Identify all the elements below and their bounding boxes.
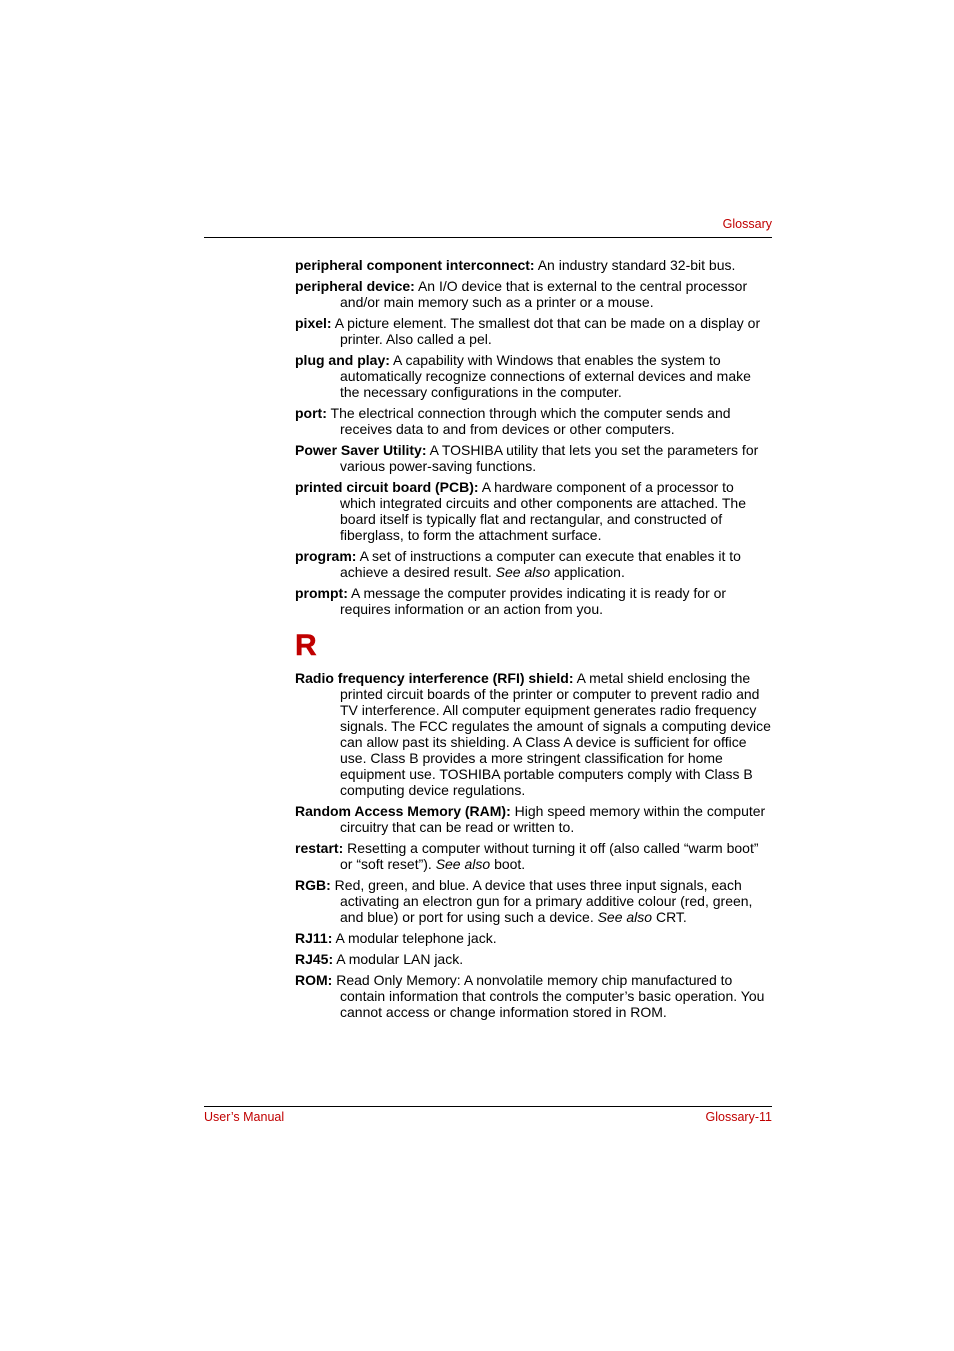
glossary-term: RJ11:	[295, 930, 333, 946]
glossary-term: Power Saver Utility:	[295, 442, 427, 458]
glossary-definition: A TOSHIBA utility that lets you set the parameters for various power-saving functions.	[340, 442, 759, 474]
glossary-definition: A hardware component of a processor to which integrated circuits and other components are attached. The board itself is typically flat and rectangular, and constructed of fiberglass, to form the attachment surface.	[340, 479, 746, 543]
glossary-definition: An industry standard 32-bit bus.	[537, 257, 736, 273]
glossary-term: printed circuit board (PCB):	[295, 479, 479, 495]
glossary-definition: High speed memory within the computer circuitry that can be read or written to.	[340, 803, 766, 835]
glossary-definition: A modular telephone jack.	[335, 930, 497, 946]
glossary-entry	[295, 877, 773, 925]
glossary-term: RGB:	[295, 877, 331, 893]
glossary-definition: Resetting a computer without turning it off (also called “warm boot” or “soft reset”).	[340, 840, 759, 872]
glossary-term: pixel:	[295, 315, 332, 331]
glossary-definition: A set of instructions a computer can execute that enables it to achieve a desired result.	[340, 548, 741, 580]
glossary-term: RJ45:	[295, 951, 334, 967]
glossary-entry	[295, 257, 773, 273]
glossary-term: peripheral device:	[295, 278, 415, 294]
glossary-term: plug and play:	[295, 352, 390, 368]
glossary-entry	[295, 315, 773, 347]
glossary-content	[295, 257, 773, 1025]
glossary-definition: Read Only Memory: A nonvolatile memory chip manufactured to contain information that controls the computer’s basic operation. You cannot access or change information stored in ROM.	[336, 972, 765, 1020]
see-also-reference: boot.	[494, 856, 526, 872]
running-header-section: Glossary	[722, 217, 772, 231]
glossary-entry	[295, 278, 773, 310]
glossary-definition: The electrical connection through which the computer sends and receives data to and from devices or other computers.	[330, 405, 731, 437]
glossary-entry	[295, 442, 773, 474]
glossary-entry	[295, 972, 773, 1020]
see-also-label: See also	[495, 564, 551, 580]
glossary-entry	[295, 405, 773, 437]
header-rule	[204, 237, 772, 238]
glossary-entry	[295, 803, 773, 835]
glossary-entry	[295, 479, 773, 543]
glossary-entry	[295, 840, 773, 872]
glossary-term: peripheral component interconnect:	[295, 257, 535, 273]
glossary-definition: A metal shield enclosing the printed circuit boards of the printer or computer to prevent radio and TV interference. All computer equipment generates radio frequency signals. The FCC regulates the amount of signals a computing device can allow past its shielding. A Class A device is sufficient for office use. Class B provides a more stringent classification for home equipment use. TOSHIBA portable computers comply with Class B computing device regulations.	[340, 670, 771, 798]
glossary-definition: A capability with Windows that enables the system to automatically recognize connections of external devices and make the necessary configurations in the computer.	[340, 352, 751, 400]
see-also-reference: application.	[554, 564, 625, 580]
glossary-term: ROM:	[295, 972, 333, 988]
glossary-term: restart:	[295, 840, 344, 856]
glossary-term: prompt:	[295, 585, 348, 601]
glossary-term: Random Access Memory (RAM):	[295, 803, 511, 819]
glossary-entry	[295, 585, 773, 617]
glossary-entry	[295, 548, 773, 580]
footer-rule	[204, 1106, 772, 1107]
see-also-label: See also	[435, 856, 491, 872]
see-also-reference: CRT.	[655, 909, 687, 925]
glossary-entry	[295, 951, 773, 967]
glossary-entry	[295, 930, 773, 946]
glossary-entry	[295, 670, 773, 798]
glossary-definition: A picture element. The smallest dot that can be made on a display or printer. Also called a pel.	[334, 315, 761, 347]
footer-manual-title: User’s Manual	[204, 1110, 285, 1124]
glossary-term: port:	[295, 405, 327, 421]
see-also-label: See also	[597, 909, 653, 925]
footer-page-number: Glossary-11	[705, 1110, 772, 1124]
glossary-term: Radio frequency interference (RFI) shield:	[295, 670, 574, 686]
glossary-definition: Red, green, and blue. A device that uses three input signals, each activating an electron gun for a primary additive colour (red, green, and blue) or port for using such a device.	[334, 877, 753, 925]
glossary-term: program:	[295, 548, 357, 564]
glossary-definition: An I/O device that is external to the central processor and/or main memory such as a printer or a mouse.	[340, 278, 748, 310]
section-heading-letter: R	[295, 629, 317, 662]
glossary-definition: A message the computer provides indicating it is ready for or requires information or an action from you.	[340, 585, 727, 617]
glossary-definition: A modular LAN jack.	[336, 951, 464, 967]
glossary-entry	[295, 352, 773, 400]
